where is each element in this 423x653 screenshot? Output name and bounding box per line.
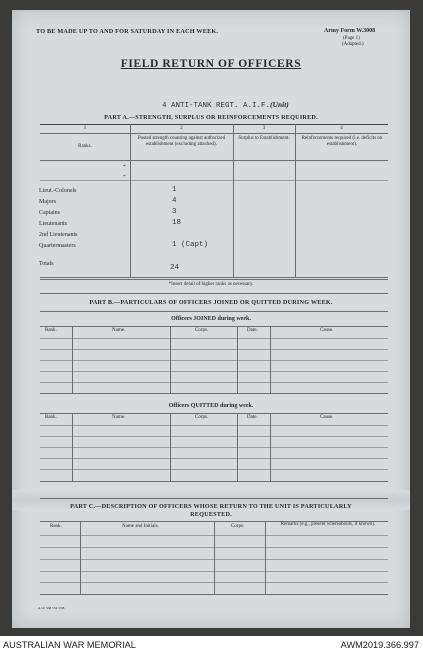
part-a-col-number: 3 bbox=[262, 126, 266, 131]
rank-strength: 1 (Capt) bbox=[172, 241, 209, 249]
rank-label: Lieutenants bbox=[39, 221, 67, 227]
joined-col-cause: Cause. bbox=[320, 328, 334, 333]
quitted-col-rank: Rank. bbox=[45, 415, 57, 420]
quitted-col-corps: Corps. bbox=[195, 415, 209, 420]
part-a-heading: PART A.—STRENGTH, SURPLUS OR REINFORCEMENTS REQUIRED. bbox=[104, 114, 318, 121]
form-instruction: TO BE MADE UP TO AND FOR SATURDAY IN EACH WEEK. bbox=[36, 28, 219, 35]
rank-strength: 18 bbox=[172, 219, 182, 227]
part-a-col-number: 4 bbox=[340, 126, 343, 131]
rank-strength: 1 bbox=[172, 186, 177, 194]
joined-col-name: Name. bbox=[112, 328, 126, 333]
form-page: (Page 1) bbox=[343, 36, 360, 41]
joined-heading: Officers JOINED during week. bbox=[171, 316, 251, 322]
rank-label: 2nd Lieutenants bbox=[39, 232, 78, 238]
insert-star: * bbox=[123, 175, 126, 180]
reinforcements-header: Reinforcements required (i.e. deficits on establishment). bbox=[301, 136, 383, 147]
form-sheet bbox=[12, 10, 410, 628]
rank-strength: 4 bbox=[172, 197, 177, 205]
form-adapted: (Adapted.) bbox=[342, 42, 364, 47]
totals-label: Totals bbox=[39, 261, 54, 267]
caption-accession: AWM2019.366.997 bbox=[340, 640, 419, 650]
totals-value: 24 bbox=[170, 264, 180, 272]
rank-label: Majors bbox=[39, 199, 56, 205]
surplus-header: Surplus to Establishment. bbox=[238, 136, 290, 141]
joined-col-corps: Corps. bbox=[195, 328, 209, 333]
part-b-heading: PART B.—PARTICULARS OF OFFICERS JOINED OR QUITTED DURING WEEK. bbox=[89, 299, 333, 306]
part-a-col-number: 2 bbox=[180, 126, 183, 131]
part-c-heading-cont: REQUESTED. bbox=[190, 511, 232, 518]
quitted-col-date: Date. bbox=[247, 415, 258, 420]
form-title: FIELD RETURN OF OFFICERS bbox=[120, 58, 302, 70]
rank-label: Quartermasters bbox=[39, 243, 76, 249]
joined-col-rank: Rank. bbox=[45, 328, 57, 333]
part-c-col-remarks: Remarks (e.g., present whereabouts, if known). bbox=[280, 522, 376, 527]
rank-strength: 3 bbox=[172, 208, 177, 216]
part-c-col-rank: Rank. bbox=[50, 524, 62, 529]
form-number: Army Form W.3008 bbox=[324, 28, 376, 34]
ranks-header: Ranks. bbox=[78, 144, 92, 149]
quitted-col-cause: Cause. bbox=[320, 415, 334, 420]
part-c-col-name: Name and Initials. bbox=[122, 524, 159, 529]
insert-star: * bbox=[123, 165, 126, 170]
caption-bar bbox=[0, 639, 423, 653]
quitted-heading: Officers QUITTED during week. bbox=[168, 403, 254, 409]
unit-line bbox=[162, 94, 289, 112]
print-code: A.W. SM 554 5/38 bbox=[38, 606, 65, 610]
part-a-footnote: *Insert detail of higher ranks as necessary. bbox=[168, 282, 254, 287]
quitted-col-name: Name. bbox=[112, 415, 126, 420]
joined-col-date: Date. bbox=[247, 328, 258, 333]
part-a-col-number: 1 bbox=[83, 126, 87, 131]
strength-header: Posted strength counting against authorized establishment (excluding attached). bbox=[137, 136, 226, 147]
unit-name: 4 ANTI-TANK REGT. A.I.F. bbox=[162, 102, 271, 110]
part-c-heading: PART C.—DESCRIPTION OF OFFICERS WHOSE RETURN TO THE UNIT IS PARTICULARLY bbox=[70, 503, 352, 510]
part-c-col-corps: Corps. bbox=[231, 524, 245, 529]
rank-label: Lieut.-Colonels bbox=[39, 188, 77, 194]
rank-label: Captains bbox=[39, 210, 60, 216]
caption-institution: AUSTRALIAN WAR MEMORIAL bbox=[3, 640, 136, 650]
unit-label: (Unit) bbox=[270, 100, 289, 109]
